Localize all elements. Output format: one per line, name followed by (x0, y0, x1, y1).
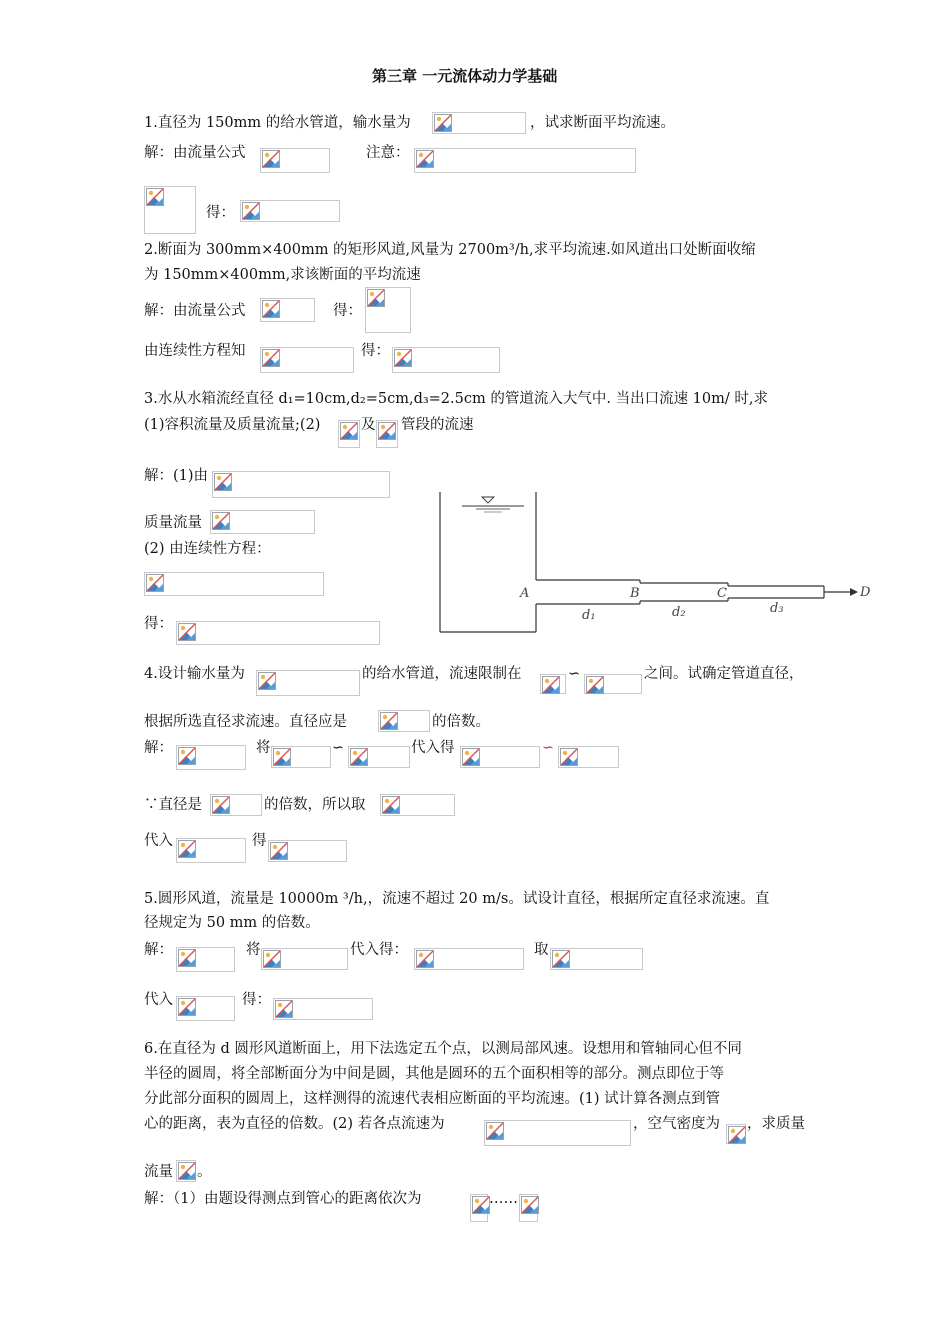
chapter-title: 第三章 一元流体动力学基础 (372, 67, 558, 85)
q4-substitute-label: 代入得 (411, 740, 455, 756)
q4-result-image (268, 840, 347, 862)
fig-label-d1: d₁ (582, 608, 596, 623)
q4-v2-image (348, 746, 410, 768)
q4-line1d: 之间。试确定管道直径， (644, 666, 804, 682)
q4-because-label: ∵直径是 (144, 797, 202, 813)
q4-formula-image (176, 745, 246, 770)
broken-image-icon (262, 349, 280, 367)
broken-image-icon (263, 950, 281, 968)
q4-jiang-label: 将 (256, 740, 271, 756)
fig-label-c: C (717, 586, 727, 601)
fig-label-d2: d₂ (672, 605, 686, 620)
q4-v1-image (271, 746, 331, 768)
q5-chosen-d-image (550, 948, 643, 970)
broken-image-icon (262, 150, 280, 168)
q4-flow-image (256, 670, 360, 696)
broken-image-icon (258, 672, 276, 690)
broken-image-icon (214, 473, 232, 491)
q1-area-image (144, 186, 196, 234)
q1-get-label: 得： (206, 205, 235, 221)
broken-image-icon (178, 840, 196, 858)
broken-image-icon (380, 712, 398, 730)
broken-image-icon (273, 748, 291, 766)
q6-velocities-image (484, 1120, 631, 1146)
q6-line4a: 心的距离，表为直径的倍数。(2) 若各点流速为 (144, 1116, 445, 1132)
broken-image-icon (146, 574, 164, 592)
q5-substitute2-label: 代入 (144, 992, 173, 1008)
q3-line2a: (1)容积流量及质量流量;(2) (144, 417, 321, 433)
q6-line4b: ，空气密度为 (633, 1116, 720, 1132)
broken-image-icon (382, 796, 400, 814)
q5-substitute-image (176, 996, 235, 1021)
q3-mass-label: 质量流量 (144, 515, 202, 531)
q4-line1a: 4.设计输水量为 (144, 666, 245, 682)
q3-get-label: 得： (144, 616, 173, 632)
broken-image-icon (270, 842, 288, 860)
q6-r1-image (470, 1194, 488, 1222)
broken-image-icon (586, 676, 604, 694)
q1-solution-label: 解：由流量公式 (144, 145, 246, 161)
q4-solution-label: 解： (144, 740, 173, 756)
q4-vmax-image (584, 674, 642, 694)
q5-result-image (273, 998, 373, 1020)
q2-flow-formula-image (260, 298, 315, 322)
q5-formula-image (176, 947, 235, 972)
q2-get2-label: 得： (361, 343, 390, 359)
broken-image-icon (462, 748, 480, 766)
broken-image-icon (212, 512, 230, 530)
q3-continuity-label: (2) 由连续性方程： (144, 541, 271, 557)
q5-line2: 径规定为 50 mm 的倍数。 (144, 915, 320, 931)
broken-image-icon (472, 1196, 490, 1214)
broken-image-icon (542, 676, 560, 694)
q2-solution-label: 解：由流量公式 (144, 303, 246, 319)
fig-label-d3: d₃ (770, 601, 784, 616)
q6-line4c: ，求质量 (747, 1116, 805, 1132)
q4-line1c: ∽ (568, 666, 581, 682)
q6-solution-label: 解：（1）由题设得测点到管心的距离依次为 (144, 1191, 422, 1207)
q3-line1: 3.水从水箱流经直径 d₁=10cm,d₂=5cm,d₃=2.5cm 的管道流入大气中. 当出口流速 10m/ 时,求 (144, 391, 768, 407)
q4-tilde1: ∽ (332, 740, 345, 756)
q3-result-image (176, 621, 380, 645)
broken-image-icon (178, 949, 196, 967)
fig-label-b: B (630, 586, 640, 601)
q2-line1: 2.断面为 300mm×400mm 的矩形风道,风量为 2700m³/h,求平均流速.如风道出口处断面收缩 (144, 242, 756, 258)
q5-d-image (414, 948, 524, 970)
broken-image-icon (434, 114, 452, 132)
q1-formula-image (432, 112, 526, 134)
q1-result-image (240, 200, 340, 222)
q1-flow-formula-image (260, 148, 330, 173)
q4-substitute-image (176, 838, 246, 863)
broken-image-icon (416, 150, 434, 168)
broken-image-icon (262, 300, 280, 318)
q4-multiple2-image (210, 794, 262, 816)
q5-substitute-label: 代入得： (350, 942, 408, 958)
q1-note-label: 注意： (366, 145, 410, 161)
q4-get-label: 得 (252, 833, 267, 849)
broken-image-icon (728, 1126, 746, 1144)
q6-line2: 半径的圆周，将全部断面分为中间是圆，其他是圆环的五个面积相等的部分。测点即位于等 (144, 1066, 724, 1082)
q2-line2: 为 150mm×400mm,求该断面的平均流速 (144, 267, 421, 283)
broken-image-icon (416, 950, 434, 968)
q6-line5b: 。 (197, 1164, 212, 1180)
q4-d2-image (558, 746, 619, 768)
q3-mass-image (210, 510, 315, 534)
q4-tilde2: ∽ (542, 740, 555, 756)
q4-because2-label: 的倍数，所以取 (264, 797, 366, 813)
broken-image-icon (367, 289, 385, 307)
q6-r5-image (519, 1194, 538, 1222)
q6-density-image (726, 1124, 746, 1144)
q6-line1: 6.在直径为 d 圆形风道断面上，用下法选定五个点，以测局部风速。设想用和管轴同心但不同 (144, 1041, 742, 1057)
q6-line5: 流量 (144, 1164, 173, 1180)
broken-image-icon (212, 796, 230, 814)
broken-image-icon (275, 1000, 293, 1018)
broken-image-icon (486, 1122, 504, 1140)
fig-label-a: A (520, 586, 530, 601)
q2-get1-label: 得： (333, 303, 362, 319)
q5-get-label: 得： (242, 992, 271, 1008)
q5-jiang-label: 将 (246, 942, 261, 958)
q4-d1-image (460, 746, 540, 768)
q3-flow-image (212, 471, 390, 498)
q2-result1-image (365, 287, 411, 333)
broken-image-icon (394, 349, 412, 367)
q2-result2-image (392, 347, 500, 373)
broken-image-icon (552, 950, 570, 968)
q1-text-end: ，试求断面平均流速。 (530, 115, 675, 131)
broken-image-icon (242, 202, 260, 220)
q3-segment-ab-image (338, 420, 360, 448)
broken-image-icon (350, 748, 368, 766)
q3-continuity-image (144, 572, 324, 596)
q4-line2a: 根据所选直径求流速。直径应是 (144, 714, 347, 730)
q6-ellipsis: …… (489, 1191, 518, 1207)
q1-text: 1.直径为 150mm 的给水管道，输水量为 (144, 115, 411, 131)
broken-image-icon (521, 1196, 539, 1214)
q5-v-image (261, 948, 348, 970)
q3-line2b: 及 (361, 417, 376, 433)
q4-chosen-d-image (380, 794, 455, 816)
broken-image-icon (340, 422, 358, 440)
broken-image-icon (178, 1162, 196, 1180)
broken-image-icon (178, 998, 196, 1016)
outflow-arrow-icon (850, 588, 858, 596)
q4-multiple-image (378, 710, 430, 732)
q6-mass-flow-image (176, 1160, 196, 1182)
broken-image-icon (178, 623, 196, 641)
q2-continuity-label: 由连续性方程知 (144, 343, 246, 359)
q4-line1b: 的给水管道，流速限制在 (362, 666, 522, 682)
q5-line1: 5.圆形风道，流量是 10000m ³/h,，流速不超过 20 m/s。试设计直径，根据所定直径求流速。直 (144, 891, 770, 907)
q1-note-image (414, 148, 636, 173)
broken-image-icon (178, 747, 196, 765)
broken-image-icon (378, 422, 396, 440)
q4-substitute2-label: 代入 (144, 833, 173, 849)
q4-vmin-image (540, 674, 566, 694)
broken-image-icon (560, 748, 578, 766)
fig-label-d: D (860, 585, 871, 600)
q3-segment-bc-image (376, 420, 398, 448)
q3-line2c: 管段的流速 (401, 417, 474, 433)
q4-line2b: 的倍数。 (432, 714, 490, 730)
q6-line3: 分此部分面积的圆周上，这样测得的流速代表相应断面的平均流速。(1) 试计算各测点到管 (144, 1091, 721, 1107)
q5-solution-label: 解： (144, 942, 173, 958)
q5-take-label: 取 (534, 942, 549, 958)
tank-pipe-figure (432, 484, 882, 640)
q3-solution-label: 解：(1)由 (144, 468, 209, 484)
q2-continuity-image (260, 347, 354, 373)
broken-image-icon (146, 188, 164, 206)
